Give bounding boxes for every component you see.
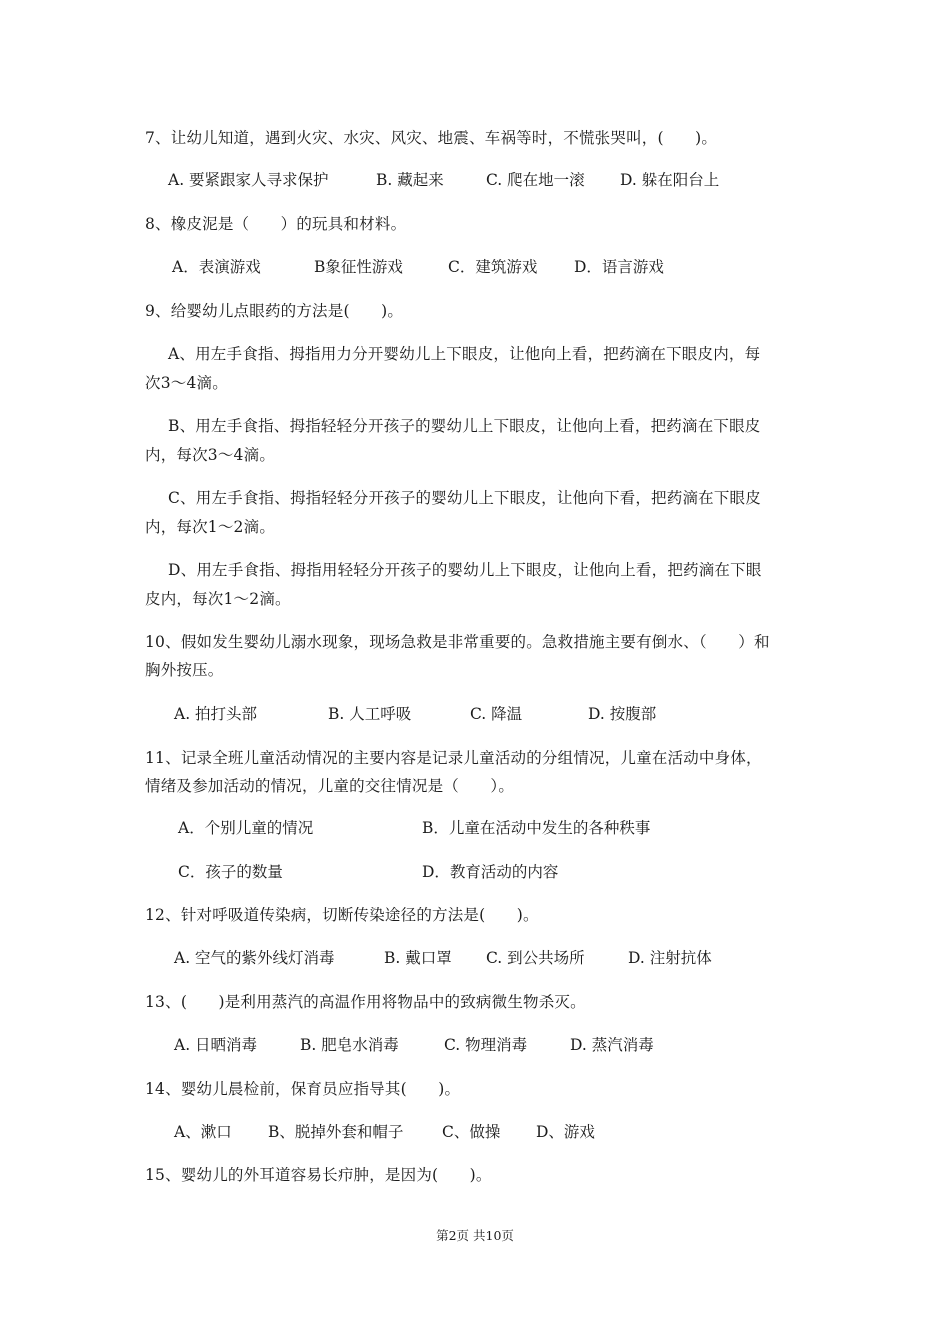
question-9-option-a-line2: 次3～4滴。 bbox=[145, 374, 228, 392]
question-10-stem-line2: 胸外按压。 bbox=[145, 661, 224, 679]
question-9-stem: 9、给婴幼儿点眼药的方法是( )。 bbox=[145, 302, 404, 320]
question-13-option-b: B. 肥皂水消毒 bbox=[300, 1036, 399, 1054]
question-14-option-c: C、做操 bbox=[442, 1123, 501, 1141]
question-10-option-a: A. 拍打头部 bbox=[174, 705, 258, 723]
question-15-stem: 15、婴幼儿的外耳道容易长疖肿，是因为( )。 bbox=[145, 1166, 492, 1184]
question-10-option-d: D. 按腹部 bbox=[588, 705, 657, 723]
question-8-option-b: B象征性游戏 bbox=[314, 258, 403, 276]
question-8-option-c: C．建筑游戏 bbox=[448, 258, 538, 276]
question-12-option-a: A. 空气的紫外线灯消毒 bbox=[174, 949, 335, 967]
question-9-option-b-line1: B、用左手食指、拇指轻轻分开孩子的婴幼儿上下眼皮，让他向上看，把药滴在下眼皮 bbox=[168, 417, 761, 435]
question-11-option-a: A．个别儿童的情况 bbox=[178, 819, 314, 837]
question-7-stem: 7、让幼儿知道，遇到火灾、水灾、风灾、地震、车祸等时，不慌张哭叫，( )。 bbox=[145, 129, 718, 147]
question-11-option-b: B．儿童在活动中发生的各种秩事 bbox=[422, 819, 651, 837]
question-12-stem: 12、针对呼吸道传染病，切断传染途径的方法是( )。 bbox=[145, 906, 539, 924]
question-7-option-b: B. 藏起来 bbox=[376, 171, 444, 189]
question-8-option-a: A．表演游戏 bbox=[172, 258, 261, 276]
question-9-option-d-line1: D、用左手食指、拇指用轻轻分开孩子的婴幼儿上下眼皮，让他向上看，把药滴在下眼 bbox=[168, 561, 762, 579]
question-14-option-d: D、游戏 bbox=[536, 1123, 595, 1141]
question-10-option-b: B. 人工呼吸 bbox=[328, 705, 412, 723]
question-9-option-c-line1: C、用左手食指、拇指轻轻分开孩子的婴幼儿上下眼皮，让他向下看，把药滴在下眼皮 bbox=[168, 489, 761, 507]
question-12-option-d: D. 注射抗体 bbox=[628, 949, 712, 967]
question-7-option-a: A. 要紧跟家人寻求保护 bbox=[168, 171, 329, 189]
question-7-option-c: C. 爬在地一滚 bbox=[486, 171, 585, 189]
question-11-stem-line1: 11、记录全班儿童活动情况的主要内容是记录儿童活动的分组情况，儿童在活动中身体， bbox=[145, 749, 762, 767]
question-9-option-d-line2: 皮内，每次1～2滴。 bbox=[145, 590, 291, 608]
question-8-stem: 8、橡皮泥是（ ）的玩具和材料。 bbox=[145, 215, 407, 233]
question-10-option-c: C. 降温 bbox=[470, 705, 523, 723]
question-7-option-d: D. 躲在阳台上 bbox=[620, 171, 720, 189]
question-14-option-b: B、脱掉外套和帽子 bbox=[268, 1123, 404, 1141]
question-12-option-b: B. 戴口罩 bbox=[384, 949, 452, 967]
question-8-option-d: D．语言游戏 bbox=[574, 258, 664, 276]
question-14-stem: 14、婴幼儿晨检前，保育员应指导其( )。 bbox=[145, 1080, 461, 1098]
question-9-option-b-line2: 内，每次3～4滴。 bbox=[145, 446, 276, 464]
question-12-option-c: C. 到公共场所 bbox=[486, 949, 585, 967]
question-13-stem: 13、( )是利用蒸汽的高温作用将物品中的致病微生物杀灭。 bbox=[145, 993, 586, 1011]
question-13-option-c: C. 物理消毒 bbox=[444, 1036, 528, 1054]
question-9-option-a-line1: A、用左手食指、拇指用力分开婴幼儿上下眼皮，让他向上看，把药滴在下眼皮内，每 bbox=[168, 345, 761, 363]
question-9-option-c-line2: 内，每次1～2滴。 bbox=[145, 518, 276, 536]
question-13-option-d: D. 蒸汽消毒 bbox=[570, 1036, 654, 1054]
question-11-option-d: D．教育活动的内容 bbox=[422, 863, 559, 881]
question-13-option-a: A. 日晒消毒 bbox=[174, 1036, 258, 1054]
question-11-option-c: C．孩子的数量 bbox=[178, 863, 283, 881]
question-10-stem-line1: 10、假如发生婴幼儿溺水现象，现场急救是非常重要的。急救措施主要有倒水、（ ）和 bbox=[145, 633, 770, 651]
question-11-stem-line2: 情绪及参加活动的情况，儿童的交往情况是（ ）。 bbox=[145, 777, 515, 795]
page-number-footer: 第2页 共10页 bbox=[436, 1228, 514, 1243]
question-14-option-a: A、漱口 bbox=[174, 1123, 232, 1141]
